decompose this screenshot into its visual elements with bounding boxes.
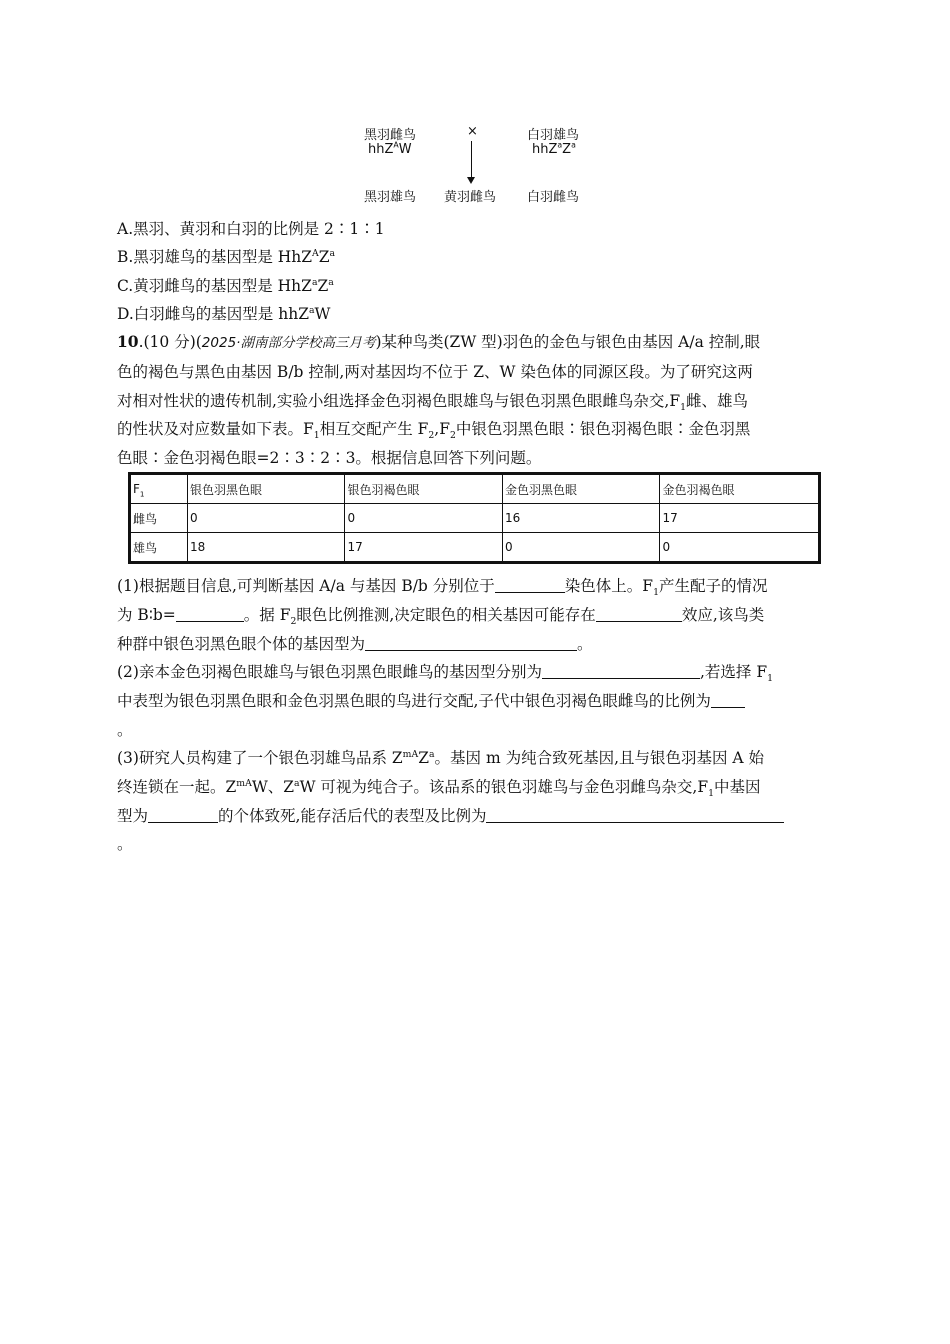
table-cell: 18 xyxy=(188,533,345,563)
table-header-cell: $F_1$ xyxy=(130,474,188,504)
q1-line-3: 种群中银色羽黑色眼个体的基因型为 。 xyxy=(117,634,593,653)
q10-line-3: 对相对性状的遗传机制,实验小组选择金色羽褐色眼雄鸟与银色羽黑色眼雌鸟杂交$,F_1$雌、雄鸟 xyxy=(117,391,749,413)
q10-line-5: 色眼∶金色羽褐色眼=2∶3∶2∶3。根据信息回答下列问题。 xyxy=(117,449,542,468)
q3-line-3: 型为 的个体致死,能存活后代的表型及比例为 xyxy=(117,802,832,831)
option-c: C.黄羽雌鸟的基因型是 $HhZ^aZ^a$ xyxy=(117,276,334,295)
parent-female-name: 黑羽雌鸟 xyxy=(364,128,417,143)
table-cell: 17 xyxy=(345,533,502,563)
option-d: D.白羽雌鸟的基因型是 hhZ$^a$W xyxy=(117,304,331,323)
answer-blank[interactable] xyxy=(148,806,218,823)
sub-question-2 xyxy=(117,658,832,744)
cross-diagram xyxy=(350,120,610,210)
f1-table xyxy=(128,472,821,564)
parent-female-genotype: hhZ$^A$W xyxy=(368,140,412,157)
option-b: B.黑羽雄鸟的基因型是 $HhZ^AZ^a$ xyxy=(117,247,336,266)
table-cell: 17 xyxy=(660,504,820,533)
q2-line-3: 。 xyxy=(117,720,133,739)
answer-blank[interactable] xyxy=(596,605,682,622)
q10-line-2: 色的褐色与黑色由基因 B/b 控制,两对基因均不位于 Z、W 染色体的同源区段。为了研究这两 xyxy=(117,362,753,381)
cross-symbol: × xyxy=(467,124,478,139)
table-row xyxy=(130,533,820,563)
table-cell: 0 xyxy=(502,533,659,563)
cross-arrow-line xyxy=(471,141,472,181)
option-a: A.黑羽、黄羽和白羽的比例是 2∶1∶1 xyxy=(117,220,385,238)
table-row xyxy=(130,504,820,533)
offspring-black-male: 黑羽雄鸟 xyxy=(364,190,417,205)
sub-question-3 xyxy=(117,744,832,859)
table-row-label: 雌鸟 xyxy=(130,504,188,533)
table-cell: 0 xyxy=(188,504,345,533)
sub-question-1 xyxy=(117,572,832,658)
cross-arrow-head xyxy=(467,177,475,184)
answer-blank[interactable] xyxy=(176,605,244,622)
offspring-yellow-female: 黄羽雌鸟 xyxy=(444,190,497,205)
q3-line-2: 终连锁在一起。$Z^{mA}W$、$Z^aW$ 可视为纯合子。该品系的银色羽雄鸟与金色羽雌鸟杂交$,F_1$中基因 xyxy=(117,777,761,799)
table-row-label: 雄鸟 xyxy=(130,533,188,563)
q1-line-2: 为 B∶b= 。据 $F_2$眼色比例推测,决定眼色的相关基因可能存在 效应,该鸟类 xyxy=(117,605,765,627)
q3-line-1: (3)研究人员构建了一个银色羽雄鸟品系 $Z^{mA}Z^a$。基因 m 为纯合致死基因,且与银色羽基因 A 始 xyxy=(117,748,765,767)
q10-line-1: 10.(10 分)(2025·湖南部分学校高三月考)某种鸟类(ZW 型)羽色的金色与银色由基因 A/a 控制,眼 xyxy=(117,332,761,351)
answer-blank[interactable] xyxy=(711,691,745,708)
q2-line-1: (2)亲本金色羽褐色眼雄鸟与银色羽黑色眼雌鸟的基因型分别为 ,若选择 $F_1$ xyxy=(117,663,773,685)
table-header-cell: 银色羽黑色眼 xyxy=(188,474,345,504)
answer-blank[interactable] xyxy=(365,634,577,651)
table-cell: 16 xyxy=(502,504,659,533)
table-header-cell: 金色羽褐色眼 xyxy=(660,474,820,504)
q3-line-4: 。 xyxy=(117,835,133,854)
question-10-stem xyxy=(117,328,832,473)
table-header-cell: 金色羽黑色眼 xyxy=(502,474,659,504)
table-cell: 0 xyxy=(345,504,502,533)
q2-line-2: 中表型为银色羽黑色眼和金色羽黑色眼的鸟进行交配,子代中银色羽褐色眼雌鸟的比例为 xyxy=(117,687,832,716)
answer-blank[interactable] xyxy=(486,806,784,823)
table-header-cell: 银色羽褐色眼 xyxy=(345,474,502,504)
table-header-row xyxy=(130,474,820,504)
parent-male-name: 白羽雄鸟 xyxy=(527,128,580,143)
table-cell: 0 xyxy=(660,533,820,563)
answer-blank[interactable] xyxy=(542,663,700,680)
q10-line-4: 的性状及对应数量如下表。$F_1$相互交配产生 $F_2,F_2$中银色羽黑色眼∶银色羽褐色眼∶金色羽黑 xyxy=(117,420,751,442)
parent-male-genotype: $hhZ^aZ^a$ xyxy=(532,140,576,157)
offspring-white-female: 白羽雌鸟 xyxy=(527,190,580,205)
answer-blank[interactable] xyxy=(495,577,565,594)
q1-line-1: (1)根据题目信息,可判断基因 A/a 与基因 B/b 分别位于 染色体上。$F_1$产生配子的情况 xyxy=(117,577,768,599)
